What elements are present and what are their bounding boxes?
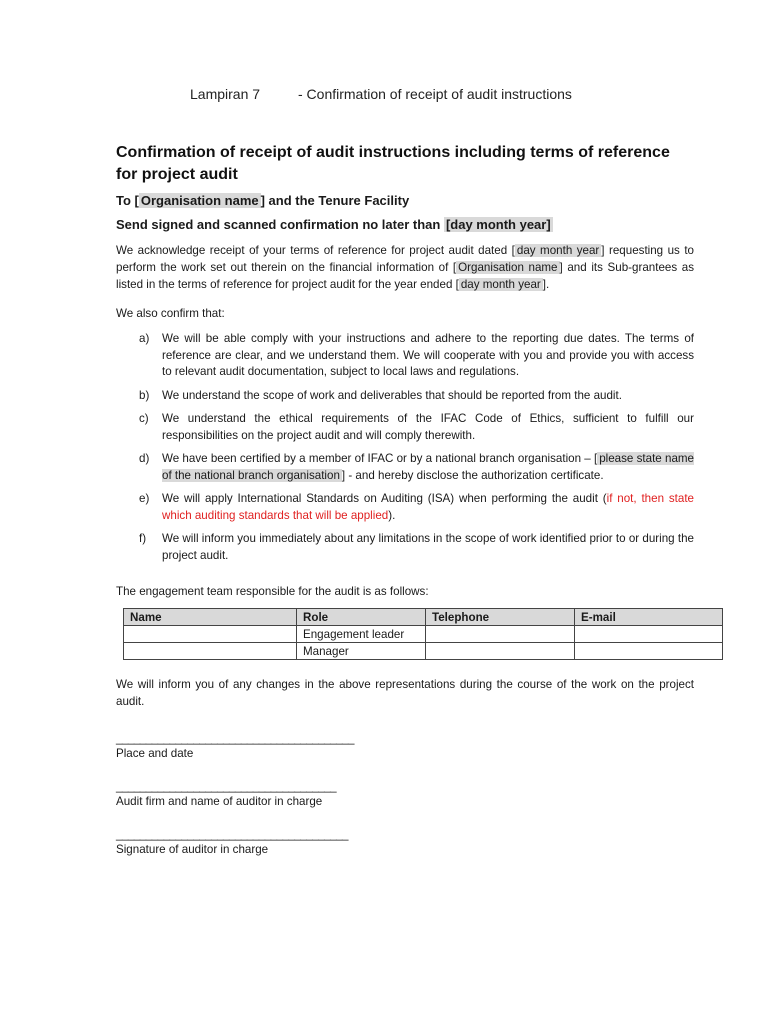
addressee-prefix: To [: [116, 193, 139, 208]
list-item: [116, 411, 694, 444]
ack-text-2: ] requesting us to perform the work set out therein on the financial information of [: [116, 244, 694, 274]
item-label: c): [139, 412, 149, 425]
table-cell: Manager: [297, 643, 426, 660]
document-body: [116, 142, 694, 876]
deadline-prefix: Send signed and scanned confirmation no later than: [116, 217, 444, 232]
table-row: [124, 626, 723, 643]
signature-caption: Signature of auditor in charge: [116, 843, 269, 856]
auditor-name-line: _____________________________________: [116, 780, 337, 793]
team-intro: The engagement team responsible for the audit is as follows:: [116, 585, 429, 598]
place-date-caption: Place and date: [116, 747, 194, 760]
confirmation-list: [116, 331, 694, 564]
standards-instruction: if not, then state which auditing standards that will be applied: [162, 492, 694, 522]
column-header-telephone: Telephone: [426, 609, 575, 626]
item-text: We will inform you immediately about any limitations in the scope of work identified prior to or during the project audit.: [162, 532, 694, 562]
deadline-line: [116, 216, 694, 234]
table-cell: Engagement leader: [297, 626, 426, 643]
item-text: ).: [388, 508, 396, 522]
item-label: d): [139, 452, 150, 465]
deadline-placeholder: [day month year]: [445, 217, 551, 232]
header-title: - Confirmation of receipt of audit instructions: [298, 86, 572, 102]
annex-label: Lampiran 7: [190, 86, 261, 102]
item-label: b): [139, 388, 150, 402]
table-cell: [575, 626, 723, 643]
table-cell: [124, 643, 297, 660]
ack-organisation-placeholder: Organisation name: [458, 261, 558, 274]
ack-text-4: ].: [542, 278, 550, 291]
confirm-intro: We also confirm that:: [116, 307, 225, 320]
list-item: [116, 451, 694, 484]
table-cell: [124, 626, 297, 643]
list-item: [116, 491, 694, 524]
table-cell: [426, 626, 575, 643]
engagement-team-table: [123, 608, 723, 660]
ack-date-placeholder: day month year: [516, 244, 600, 257]
item-text: ] - and hereby disclose the authorization certificate.: [341, 468, 604, 482]
column-header-email: E-mail: [575, 609, 723, 626]
item-label: e): [139, 492, 150, 505]
closing-paragraph: We will inform you of any changes in the above representations during the course of the work on the project audit.: [116, 678, 694, 708]
signature-block: [116, 732, 694, 858]
ack-year-placeholder: day month year: [460, 278, 541, 291]
organisation-placeholder: Organisation name: [140, 193, 259, 208]
item-text: We will be able comply with your instructions and adhere to the reporting due dates. The terms of reference are clear, and we understand them. We will cooperate with you and provide you with access to relevant audit documentation, subject to local laws and regulations.: [162, 332, 694, 378]
table-cell: [426, 643, 575, 660]
table-header-row: [124, 609, 723, 626]
table-cell: [575, 643, 723, 660]
ack-text-1: We acknowledge receipt of your terms of reference for project audit dated [: [116, 244, 515, 257]
place-date-line: ________________________________________: [116, 732, 354, 745]
column-header-role: Role: [297, 609, 426, 626]
item-text: We understand the ethical requirements of the IFAC Code of Ethics, sufficient to fulfill our responsibilities on the project audit and will comply therewith.: [162, 412, 694, 442]
document-heading: Confirmation of receipt of audit instructions including terms of reference for project audit: [116, 144, 670, 183]
item-text: We will apply International Standards on Auditing (ISA) when performing the audit (: [162, 492, 607, 505]
table-row: [124, 643, 723, 660]
item-label: a): [139, 332, 150, 345]
list-item: [116, 388, 694, 405]
ack-text-3: ] and its Sub-grantees as listed in the terms of reference for project audit for the year ended [: [116, 261, 694, 291]
acknowledgement-paragraph: [116, 242, 694, 293]
item-text: We have been certified by a member of IFAC or by a national branch organisation – [: [162, 452, 598, 465]
item-text: We understand the scope of work and deliverables that should be reported from the audit.: [162, 388, 622, 402]
branch-organisation-placeholder: please state name of the national branch organisation: [162, 452, 694, 482]
list-item: [116, 331, 694, 381]
signature-line: _______________________________________: [116, 828, 348, 841]
column-header-name: Name: [124, 609, 297, 626]
list-item: [116, 531, 694, 564]
auditor-name-caption: Audit firm and name of auditor in charge: [116, 795, 323, 808]
addressee-suffix: ] and the Tenure Facility: [260, 193, 410, 208]
item-label: f): [139, 532, 147, 545]
addressee-line: [116, 192, 694, 210]
